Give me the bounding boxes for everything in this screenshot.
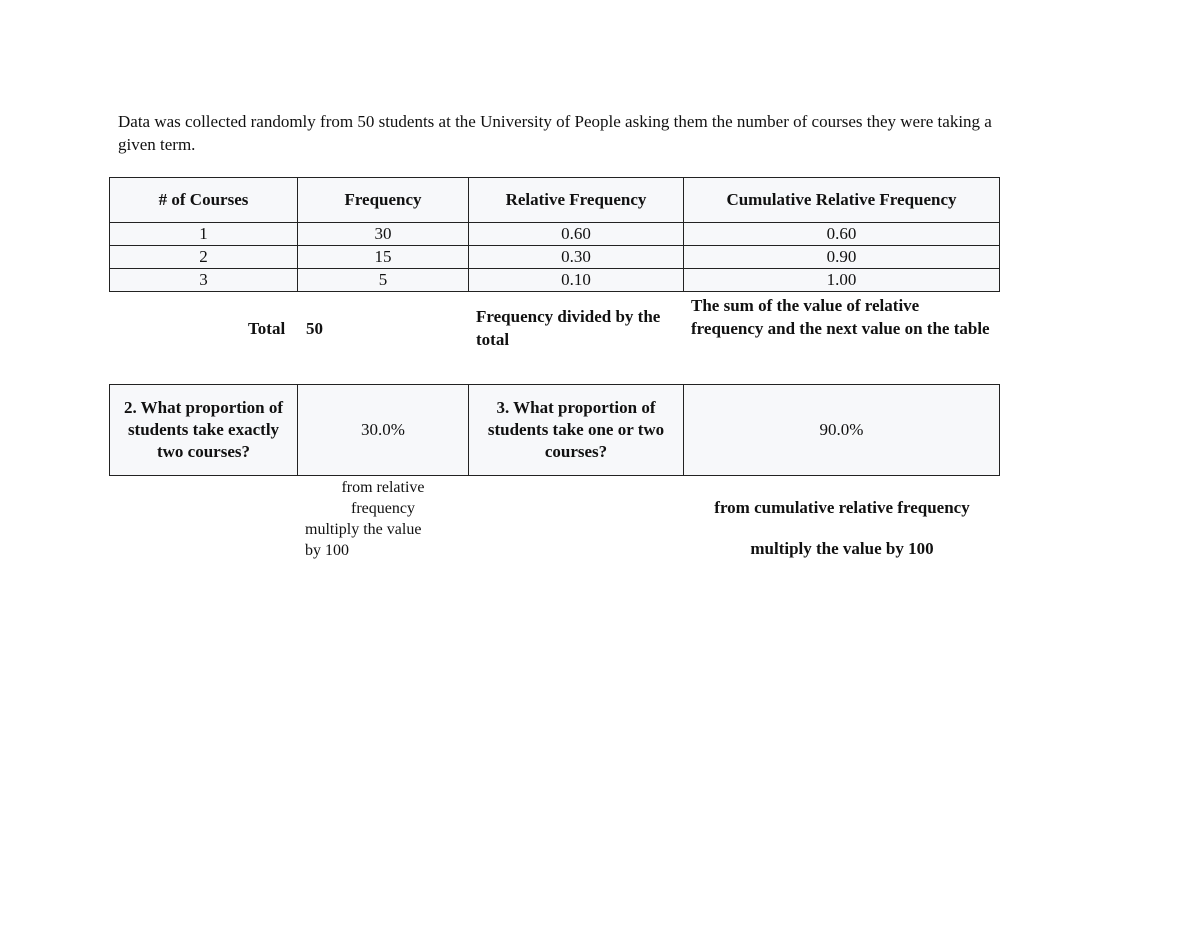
question-two-courses: 2. What proportion of students take exactly two courses? (110, 385, 298, 476)
table-row (110, 246, 1000, 269)
header-relative-frequency: Relative Frequency (469, 178, 684, 223)
cell-frequency: 5 (298, 269, 469, 292)
table-row (110, 269, 1000, 292)
questions-table (109, 384, 1000, 476)
total-value: 50 (306, 319, 323, 338)
table-header-row (110, 178, 1000, 223)
answer-note-line: frequency (351, 500, 415, 517)
header-cumulative-relative-frequency: Cumulative Relative Frequency (684, 178, 1000, 223)
questions-row (110, 385, 1000, 476)
cell-cumulative-relative-frequency: 0.90 (684, 246, 1000, 269)
table-row (110, 223, 1000, 246)
answer-note-line: from relative (341, 479, 425, 496)
question-one-or-two-courses: 3. What proportion of students take one or two courses? (469, 385, 684, 476)
cell-courses: 3 (110, 269, 298, 292)
cell-relative-frequency: 0.60 (469, 223, 684, 246)
cumulative-answer-note: from cumulative relative frequency (714, 498, 970, 517)
answer-two-courses: 30.0% (298, 385, 469, 476)
answer-one-or-two-courses: 90.0% (684, 385, 1000, 476)
cell-relative-frequency: 0.30 (469, 246, 684, 269)
cell-courses: 2 (110, 246, 298, 269)
cell-cumulative-relative-frequency: 0.60 (684, 223, 1000, 246)
cell-frequency: 15 (298, 246, 469, 269)
intro-text: Data was collected randomly from 50 students at the University of People asking them the number of courses they were taking a given term. (118, 112, 992, 154)
cell-courses: 1 (110, 223, 298, 246)
answer-note-line: by 100 (305, 542, 349, 559)
cell-relative-frequency: 0.10 (469, 269, 684, 292)
cell-frequency: 30 (298, 223, 469, 246)
header-courses: # of Courses (110, 178, 298, 223)
header-frequency: Frequency (298, 178, 469, 223)
frequency-table (109, 177, 1000, 292)
relative-frequency-note: Frequency divided by the total (476, 307, 661, 349)
cumulative-frequency-note: The sum of the value of relative frequency and the next value on the table (691, 296, 990, 338)
cell-cumulative-relative-frequency: 1.00 (684, 269, 1000, 292)
cumulative-answer-note: multiply the value by 100 (750, 539, 934, 558)
answer-note-line: multiply the value (305, 521, 422, 538)
total-label: Total (248, 319, 286, 338)
